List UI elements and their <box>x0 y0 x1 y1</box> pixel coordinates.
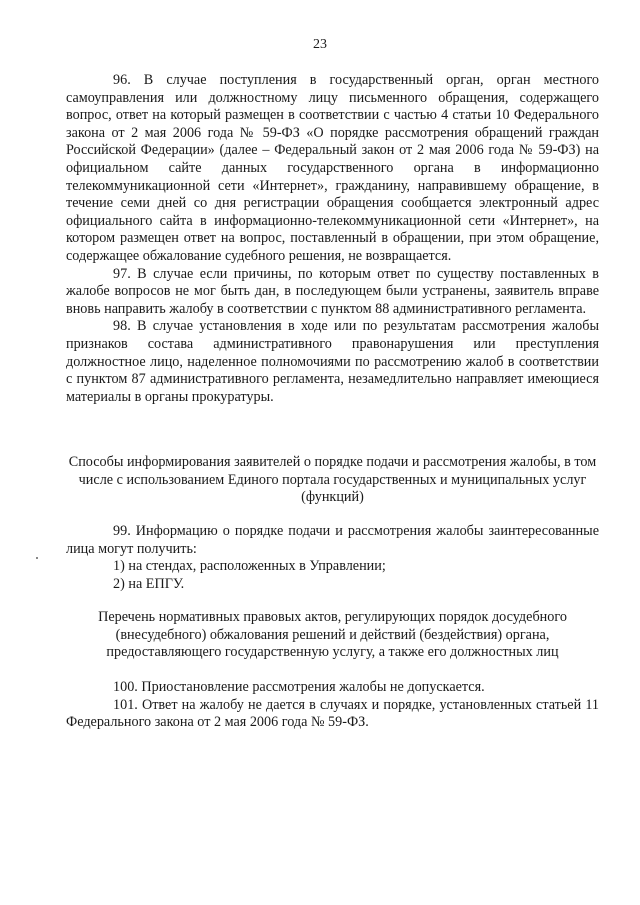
paragraph-99-block <box>66 523 599 593</box>
paragraph-99: 99. Информацию о порядке подачи и рассмотрения жалобы заинтересованные лица могут получить: <box>66 523 599 557</box>
page-number: 23 <box>313 37 327 52</box>
paragraph-97: 97. В случае если причины, по которым ответ по существу поставленных в жалобе вопросов не мог быть дан, в последующем были устранены, заявитель вправе вновь направить жалобу в соответствии с пунктом 88 административного регламента. <box>66 265 599 317</box>
list-item-stands: 1) на стендах, расположенных в Управлении; <box>113 558 386 575</box>
paragraph-98: 98. В случае установления в ходе или по результатам рассмотрения жалобы признаков состава административного правонарушения или преступления должностное лицо, наделенное полномочиями по рассмотрению жалоб в соответствии с пунктом 87 административного регламента, незамедлительно направляет имеющиеся материалы в органы прокуратуры. <box>66 318 599 405</box>
scan-speck <box>36 557 38 559</box>
section-heading-legal-acts: Перечень нормативных правовых актов, регулирующих порядок досудебного (внесудебного) обжалования решений и действий (бездействия) органа, предоставляющего государственную услугу, а также его должностных лиц <box>98 609 567 661</box>
paragraphs-100-101 <box>66 679 599 732</box>
paragraphs-96-98 <box>66 72 599 406</box>
list-item-epgu: 2) на ЕПГУ. <box>113 575 185 592</box>
paragraph-96: 96. В случае поступления в государственный орган, орган местного самоуправления или должностному лицу письменного обращения, содержащего вопрос, ответ на который размещен в соответствии с частью 4 статьи 10 Федерального закона от 2 мая 2006 года № 59-ФЗ «О порядке рассмотрения обращений граждан Российской Федерации» (далее – Федеральный закон от 2 мая 2006 года № 59-ФЗ) на официальном сайте данных государственного органа в информационно телекоммуникационной сети «Интернет», гражданину, направившему обращение, в течение семи дней со дня регистрации обращения сообщается электронный адрес официального сайта в информационно-телекоммуникационной сети «Интернет», на котором размещен ответ на вопрос, поставленный в обращении, при этом обращение, содержащее обжалование судебного решения, не возвращается. <box>66 72 599 264</box>
section-heading-informing: Способы информирования заявителей о порядке подачи и рассмотрения жалобы, в том числе с использованием Единого портала государственных и муниципальных услуг (функций) <box>68 454 597 506</box>
paragraph-101: 101. Ответ на жалобу не дается в случаях и порядке, установленных статьей 11 Федерального закона от 2 мая 2006 года № 59-ФЗ. <box>66 696 599 731</box>
paragraph-100: 100. Приостановление рассмотрения жалобы не допускается. <box>113 679 485 695</box>
